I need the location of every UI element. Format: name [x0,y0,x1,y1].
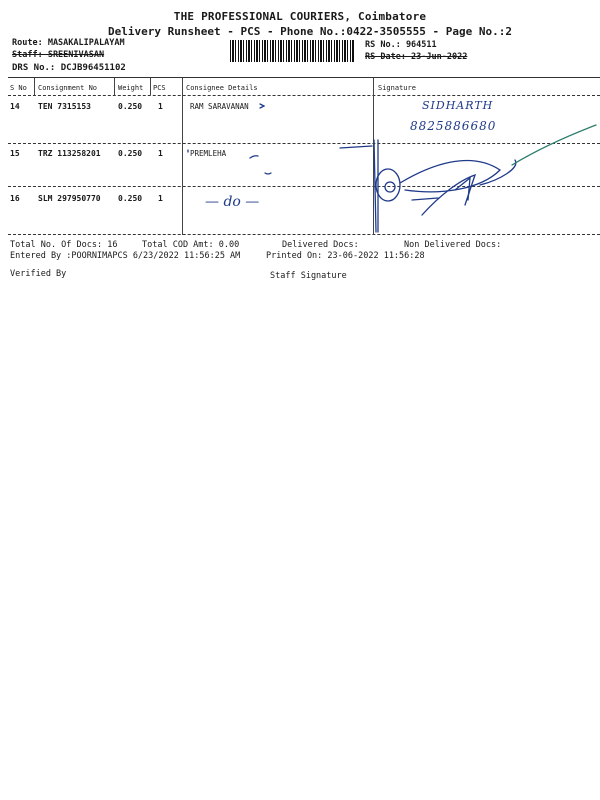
row-consignee: RAM SARAVANAN [190,102,249,111]
row-consignment: TRZ 113258201 [38,149,101,158]
row-pcs: 1 [158,149,163,158]
row-consignment: SLM 297950770 [38,194,101,203]
route-label: Route: MASAKALIPALAYAM [12,38,125,48]
row-weight: 0.250 [118,102,143,111]
drs-number: DRS No.: DCJB96451102 [12,63,126,73]
verified-by: Verified By [10,269,67,279]
delivered-docs: Delivered Docs: [282,240,359,250]
row-sno: 14 [10,102,20,111]
col-header-consignee: Consignee Details [186,84,258,92]
handwritten-name: SIDHARTH [422,99,494,112]
row-sno: 15 [10,149,20,158]
total-docs: Total No. Of Docs: 16 [10,240,118,250]
staff-signature: Staff Signature [270,271,347,281]
row-consignee: PREMLEHA [190,149,227,158]
handwritten-ditto: — do — [205,194,260,210]
company-title: THE PROFESSIONAL COURIERS, Coimbatore [173,10,427,23]
printed-on: Printed On: 23-06-2022 11:56:28 [266,251,425,261]
col-header-pcs: PCS [153,84,166,92]
rs-number: RS No.: 964511 [365,40,437,50]
row-weight: 0.250 [118,194,143,203]
rs-date: RS Date: 23-Jun-2022 [365,52,468,62]
row-sno: 16 [10,194,20,203]
col-header-consignment: Consignment No [38,84,98,92]
non-delivered-docs: Non Delivered Docs: [404,240,502,250]
entered-by: Entered By :POORNIMAPCS 6/23/2022 11:56:25 AM [10,251,241,261]
col-header-sno: S No [10,84,27,92]
total-cod: Total COD Amt: 0.00 [142,240,240,250]
row-weight: 0.250 [118,149,143,158]
col-header-signature: Signature [378,84,416,92]
row-pcs: 1 [158,194,163,203]
row-pcs: 1 [158,102,163,111]
handwritten-phone: 8825886680 [410,119,497,133]
row-consignment: TEN 7315153 [38,102,91,111]
col-header-weight: Weight [118,84,144,92]
runsheet-subtitle: Delivery Runsheet - PCS - Phone No.:0422-3505555 - Page No.:2 [108,25,512,38]
staff-label: Staff: SREENIVASAN [12,50,105,60]
